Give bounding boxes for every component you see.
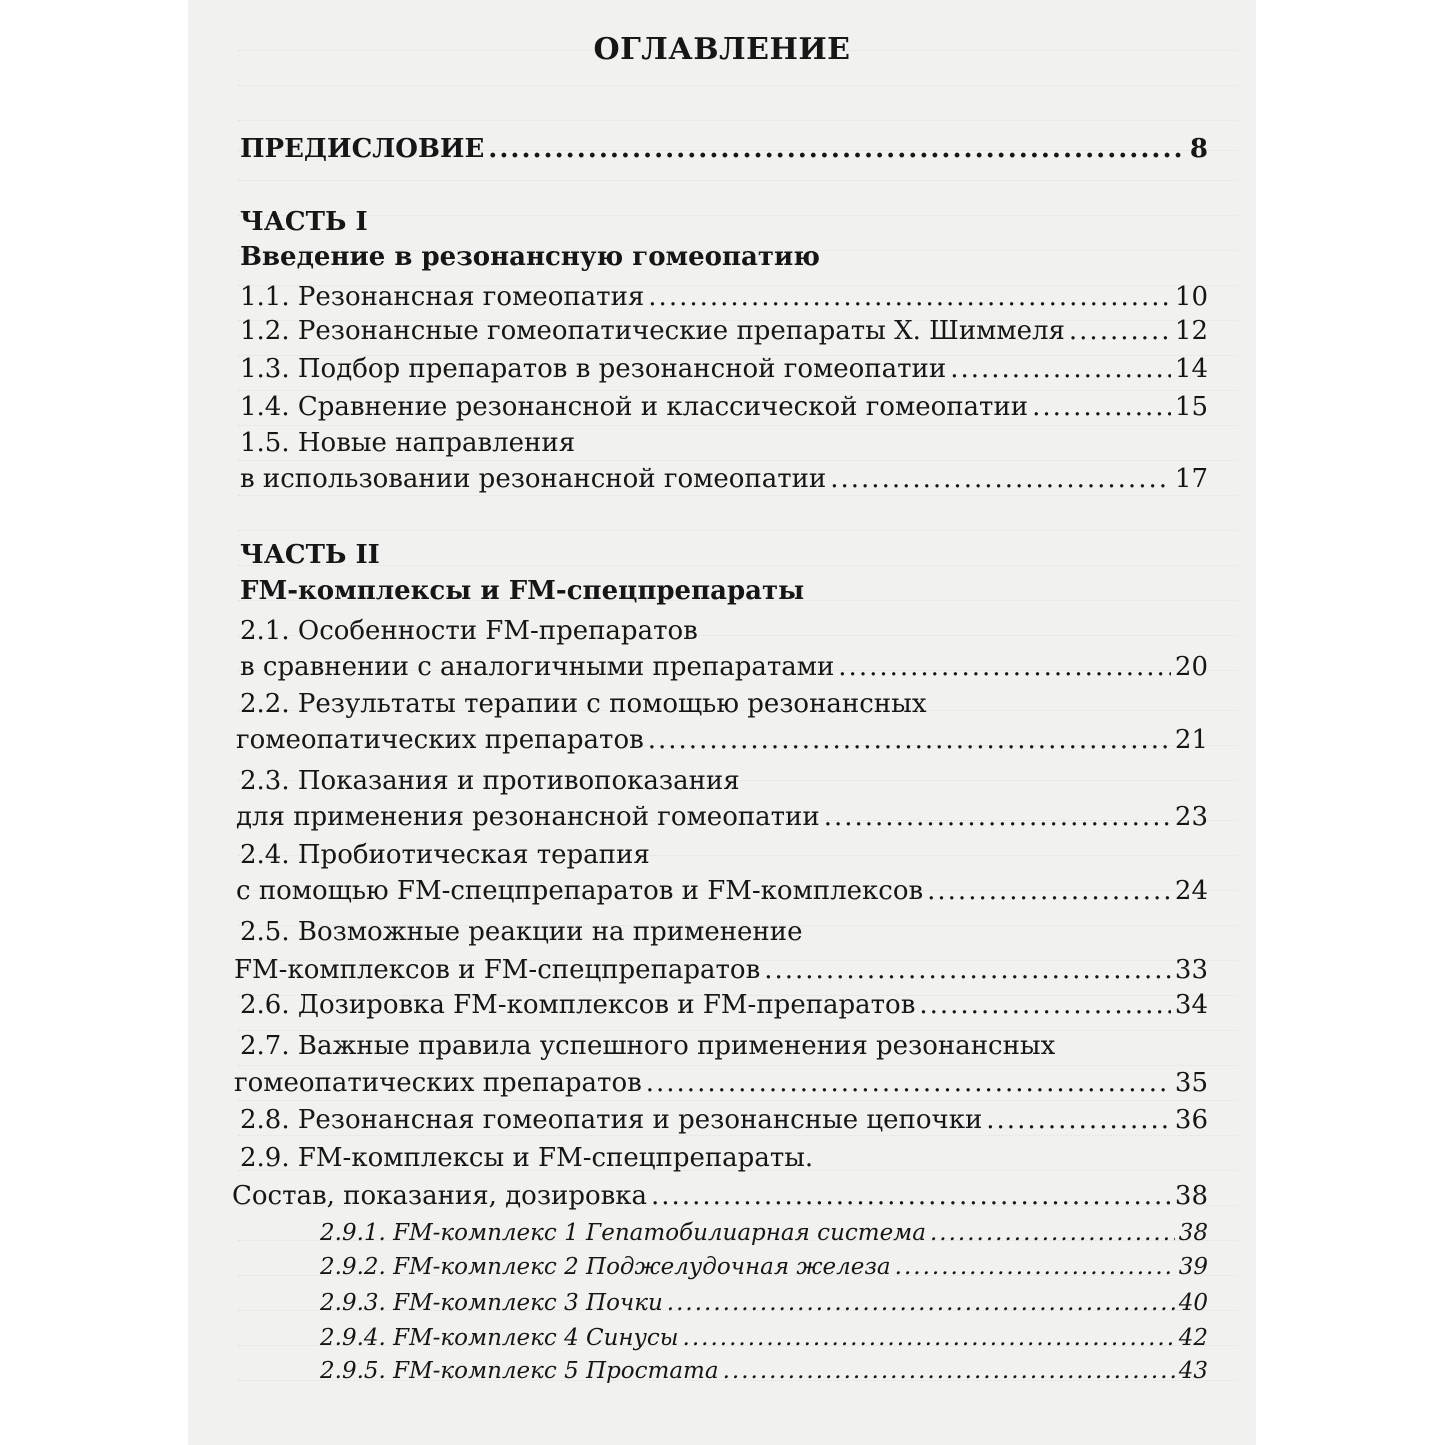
toc-entry-label: гомеопатических препаратов: [234, 1068, 642, 1098]
toc-entry-page: 38: [1174, 1181, 1208, 1211]
toc-entry-label: с помощью FM-спецпрепаратов и FM-комплексов: [236, 876, 924, 906]
toc-entry[interactable]: [236, 723, 1208, 757]
toc-entry-line1: 2.1. Особенности FM-препаратов: [240, 616, 698, 646]
toc-subentry[interactable]: [320, 1354, 1208, 1388]
toc-entry[interactable]: [240, 390, 1208, 424]
toc-entry-label: 2.9.1. FM-комплекс 1 Гепатобилиарная система: [320, 1220, 926, 1246]
toc-entry-page: 39: [1178, 1254, 1208, 1280]
dot-leader: [683, 1321, 1175, 1355]
toc-entry-line1: 2.4. Пробиотическая терапия: [240, 840, 650, 870]
toc-entry-label: 2.9.3. FM-комплекс 3 Почки: [320, 1290, 663, 1316]
toc-entry-page: 21: [1174, 725, 1208, 755]
toc-entry[interactable]: [240, 650, 1208, 684]
dot-leader: [723, 1354, 1175, 1388]
toc-entry-line1: 2.5. Возможные реакции на применение: [240, 917, 803, 947]
dot-leader: [1032, 390, 1171, 424]
part-label: ЧАСТЬ II: [240, 540, 380, 570]
dot-leader: [764, 953, 1171, 987]
dot-leader: [919, 988, 1171, 1022]
toc-entry-label: Состав, показания, дозировка: [232, 1181, 648, 1211]
dot-leader: [927, 874, 1171, 908]
toc-subentry[interactable]: [320, 1250, 1208, 1284]
dot-leader: [838, 650, 1171, 684]
toc-subentry[interactable]: [320, 1321, 1208, 1355]
toc-entry-label: 1.3. Подбор препаратов в резонансной гомеопатии: [240, 354, 947, 384]
toc-entry[interactable]: [240, 988, 1208, 1022]
dot-leader: [667, 1286, 1175, 1320]
toc-entry[interactable]: [240, 462, 1208, 496]
toc-entry-line1: 2.9. FM-комплексы и FM-спецпрепараты.: [240, 1143, 814, 1173]
toc-entry-line1: 2.2. Результаты терапии с помощью резонансных: [240, 689, 927, 719]
table-of-contents: [188, 0, 1256, 1445]
dot-leader: [651, 1179, 1171, 1213]
toc-entry-page: 23: [1174, 802, 1208, 832]
toc-entry[interactable]: [234, 953, 1208, 987]
dot-leader: [895, 1250, 1175, 1284]
dot-leader: [648, 280, 1171, 314]
dot-leader: [488, 132, 1186, 166]
dot-leader: [646, 1066, 1171, 1100]
toc-entry-page: 42: [1178, 1325, 1208, 1351]
toc-entry-page: 14: [1174, 354, 1208, 384]
toc-entry-page: 12: [1174, 316, 1208, 346]
toc-entry-label: 1.1. Резонансная гомеопатия: [240, 282, 645, 312]
toc-entry-page: 43: [1178, 1358, 1208, 1384]
toc-entry-label: для применения резонансной гомеопатии: [236, 802, 820, 832]
toc-entry[interactable]: [234, 1066, 1208, 1100]
toc-entry[interactable]: [240, 280, 1208, 314]
toc-entry-page: 36: [1174, 1105, 1208, 1135]
part-label: ЧАСТЬ I: [240, 207, 368, 237]
dot-leader: [648, 723, 1171, 757]
dot-leader: [830, 462, 1171, 496]
toc-entry-page: 35: [1174, 1068, 1208, 1098]
toc-entry[interactable]: [240, 1103, 1208, 1137]
toc-entry[interactable]: [240, 314, 1208, 348]
dot-leader: [930, 1216, 1175, 1250]
toc-entry-label: в использовании резонансной гомеопатии: [240, 464, 827, 494]
toc-entry-page: 40: [1178, 1290, 1208, 1316]
toc-entry-page: 33: [1174, 955, 1208, 985]
page-title: ОГЛАВЛЕНИЕ: [593, 32, 851, 67]
toc-entry[interactable]: [236, 800, 1208, 834]
dot-leader: [1069, 314, 1171, 348]
toc-entry-label: 2.9.5. FM-комплекс 5 Простата: [320, 1358, 719, 1384]
toc-entry[interactable]: [232, 1179, 1208, 1213]
toc-entry-page: 38: [1178, 1220, 1208, 1246]
dot-leader: [986, 1103, 1171, 1137]
toc-entry[interactable]: [240, 352, 1208, 386]
toc-entry-label: в сравнении с аналогичными препаратами: [240, 652, 835, 682]
toc-entry-label: 2.9.2. FM-комплекс 2 Поджелудочная железа: [320, 1254, 891, 1280]
toc-entry-label: 2.9.4. FM-комплекс 4 Синусы: [320, 1325, 679, 1351]
toc-entry-page: 34: [1174, 990, 1208, 1020]
toc-entry-page: 15: [1174, 392, 1208, 422]
toc-entry[interactable]: [236, 874, 1208, 908]
toc-entry-label: 1.2. Резонансные гомеопатические препараты Х. Шиммеля: [240, 316, 1065, 346]
toc-entry-label: ПРЕДИСЛОВИЕ: [240, 134, 485, 164]
toc-entry-page: 10: [1174, 282, 1208, 312]
toc-entry-line1: 1.5. Новые направления: [240, 428, 576, 458]
toc-entry-page: 20: [1174, 652, 1208, 682]
toc-entry-page: 24: [1174, 876, 1208, 906]
part-heading: Введение в резонансную гомеопатию: [240, 242, 820, 272]
toc-entry-line1: 2.3. Показания и противопоказания: [240, 766, 740, 796]
part-heading: FM-комплексы и FM-спецпрепараты: [240, 576, 805, 606]
dot-leader: [950, 352, 1171, 386]
toc-entry-line1: 2.7. Важные правила успешного применения резонансных: [240, 1031, 1056, 1061]
toc-entry-page: 17: [1174, 464, 1208, 494]
toc-entry-label: гомеопатических препаратов: [236, 725, 644, 755]
toc-entry-label: 1.4. Сравнение резонансной и классической гомеопатии: [240, 392, 1029, 422]
toc-subentry[interactable]: [320, 1216, 1208, 1250]
book-page: [188, 0, 1256, 1445]
toc-entry-label: 2.8. Резонансная гомеопатия и резонансные цепочки: [240, 1105, 983, 1135]
toc-entry-page: 8: [1189, 134, 1208, 164]
toc-subentry[interactable]: [320, 1286, 1208, 1320]
toc-entry-label: 2.6. Дозировка FM-комплексов и FM-препаратов: [240, 990, 916, 1020]
toc-entry-label: FM-комплексов и FM-спецпрепаратов: [234, 955, 761, 985]
toc-entry-preface[interactable]: [240, 132, 1208, 166]
dot-leader: [824, 800, 1171, 834]
